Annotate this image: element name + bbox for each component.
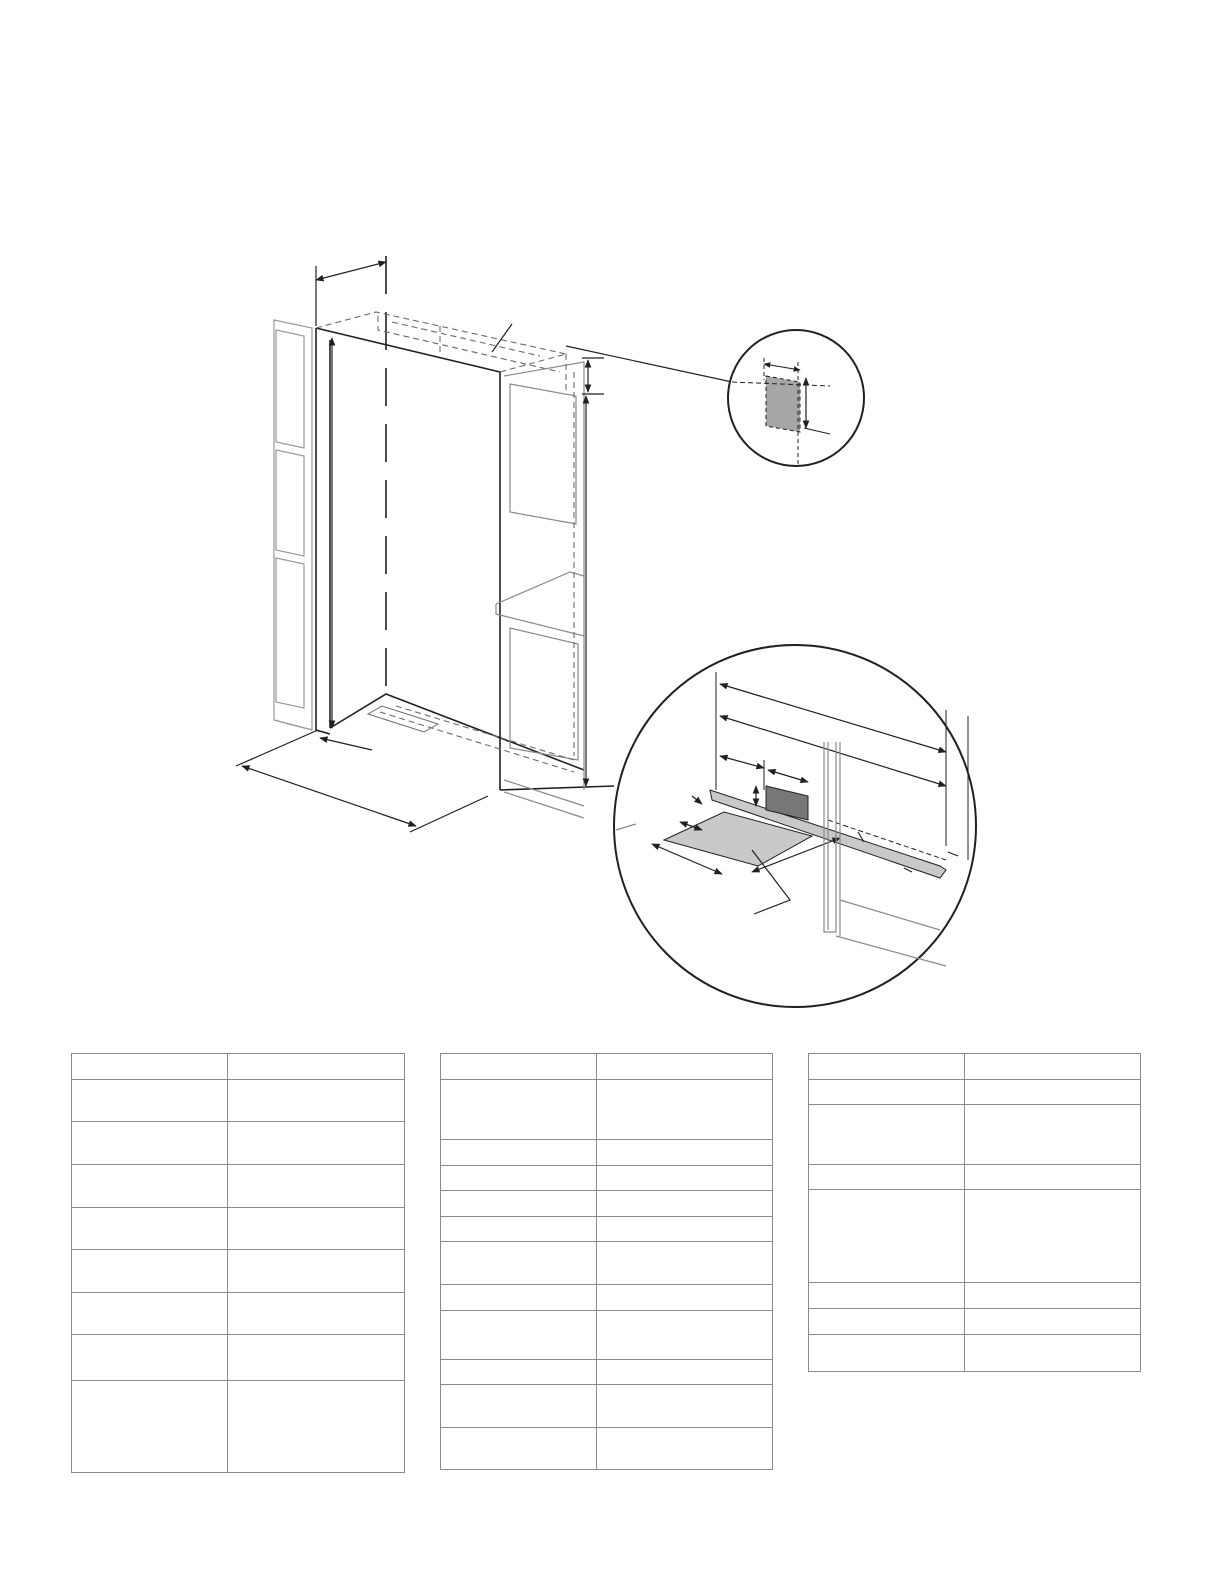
spec-label-cell [441,1166,597,1191]
spec-label-cell [809,1054,965,1080]
table-row [809,1054,1141,1080]
spec-label-cell [441,1242,597,1285]
spec-value-cell [597,1311,773,1360]
table-row [441,1360,773,1385]
table-row [441,1191,773,1217]
table-row [72,1381,405,1473]
spec-table-right [808,1053,1141,1372]
spec-value-cell [597,1217,773,1242]
spec-label-cell [809,1080,965,1105]
table-row [809,1309,1141,1335]
table-row [809,1165,1141,1190]
spec-label-cell [72,1080,228,1122]
spec-table-middle [440,1053,773,1470]
spec-value-cell [228,1335,405,1381]
table-row [809,1190,1141,1283]
spec-value-cell [597,1140,773,1166]
spec-value-cell [228,1122,405,1165]
table-row [441,1080,773,1140]
detail-circle-top [728,330,864,466]
spec-label-cell [441,1311,597,1360]
table-row [809,1283,1141,1309]
table-row [441,1385,773,1428]
spec-label-cell [809,1105,965,1165]
detail-circle-bottom [614,645,976,1007]
spec-value-cell [228,1080,405,1122]
table-row [72,1054,405,1080]
spec-label-cell [809,1190,965,1283]
spec-value-cell [965,1309,1141,1335]
spec-label-cell [441,1140,597,1166]
table-row [441,1140,773,1166]
table-row [441,1242,773,1285]
spec-label-cell [441,1080,597,1140]
spec-value-cell [597,1428,773,1470]
spec-value-cell [965,1054,1141,1080]
spec-value-cell [228,1250,405,1293]
spec-label-cell [72,1335,228,1381]
spec-label-cell [72,1054,228,1080]
spec-table-left [71,1053,405,1473]
table-row [72,1208,405,1250]
spec-label-cell [72,1250,228,1293]
spec-label-cell [441,1217,597,1242]
spec-value-cell [965,1105,1141,1165]
spec-label-cell [441,1054,597,1080]
spec-value-cell [965,1190,1141,1283]
spec-value-cell [597,1385,773,1428]
spec-value-cell [597,1080,773,1140]
spec-value-cell [965,1283,1141,1309]
spec-label-cell [441,1428,597,1470]
spec-value-cell [228,1381,405,1473]
table-row [809,1080,1141,1105]
spec-label-cell [441,1191,597,1217]
spec-label-cell [809,1165,965,1190]
spec-label-cell [809,1335,965,1372]
table-row [441,1285,773,1311]
spec-label-cell [809,1309,965,1335]
detail-leader-top [566,346,732,382]
table-row [441,1166,773,1191]
spec-value-cell [228,1054,405,1080]
table-row [72,1165,405,1208]
dimension-lines [236,262,604,832]
spec-label-cell [441,1285,597,1311]
spec-label-cell [72,1208,228,1250]
spec-label-cell [72,1165,228,1208]
table-row [809,1335,1141,1372]
spec-label-cell [72,1381,228,1473]
spec-label-cell [441,1360,597,1385]
table-row [441,1311,773,1360]
left-cabinets [274,320,312,730]
table-row [441,1054,773,1080]
table-row [441,1217,773,1242]
spec-value-cell [965,1165,1141,1190]
spec-value-cell [965,1335,1141,1372]
spec-value-cell [597,1242,773,1285]
spec-value-cell [597,1360,773,1385]
spec-label-cell [72,1293,228,1335]
spec-value-cell [597,1285,773,1311]
spec-label-cell [441,1385,597,1428]
spec-value-cell [228,1208,405,1250]
spec-value-cell [965,1080,1141,1105]
spec-value-cell [228,1165,405,1208]
table-row [72,1122,405,1165]
spec-value-cell [597,1054,773,1080]
table-row [72,1250,405,1293]
table-row [809,1105,1141,1165]
spec-label-cell [809,1283,965,1309]
table-row [72,1335,405,1381]
table-row [441,1428,773,1470]
spec-value-cell [597,1166,773,1191]
table-row [72,1080,405,1122]
soffit-outline [316,312,566,372]
spec-label-cell [72,1122,228,1165]
spec-value-cell [228,1293,405,1335]
right-cabinet-dashed [380,354,574,772]
refrigerator-opening [316,328,614,790]
table-row [72,1293,405,1335]
spec-value-cell [597,1191,773,1217]
